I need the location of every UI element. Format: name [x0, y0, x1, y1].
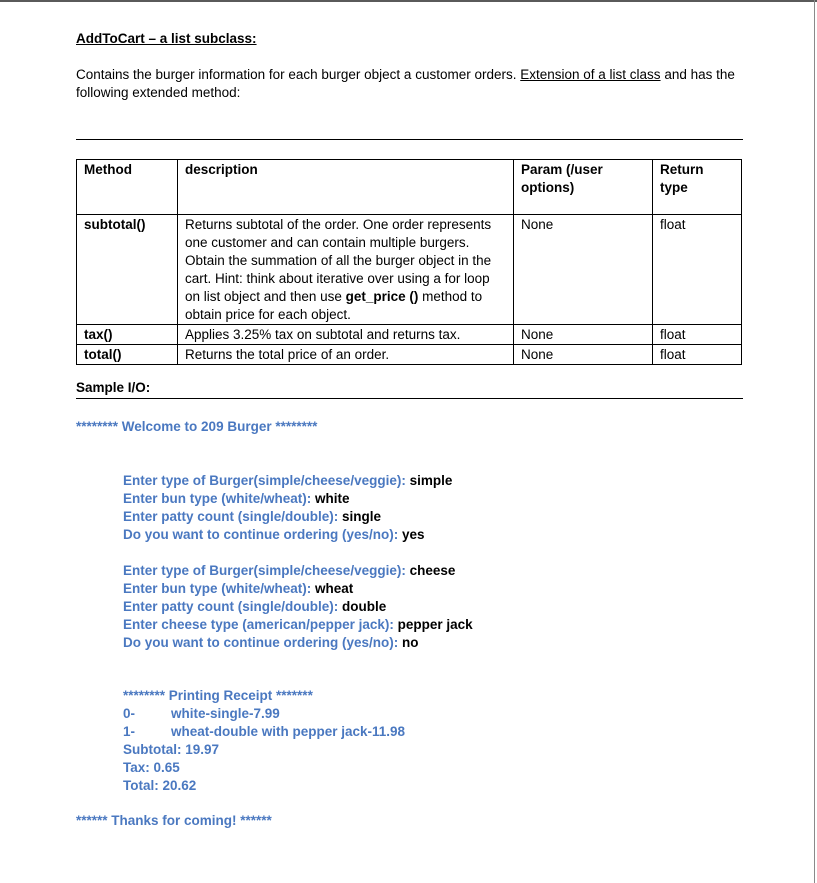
io-prompt: Enter patty count (single/double):: [123, 599, 342, 614]
top-border: [0, 0, 817, 2]
intro-link-text: Extension of a list class: [520, 67, 661, 82]
header-param: Param (/user options): [514, 160, 653, 215]
io-answer: double: [342, 599, 387, 614]
intro-text-2: and has the following extended method:: [76, 67, 735, 100]
io-prompt: Do you want to continue ordering (yes/no):: [123, 527, 402, 542]
io-prompt: Enter bun type (white/wheat):: [123, 491, 316, 506]
desc-text: method to obtain price for each object.: [185, 289, 483, 322]
io-line: [123, 598, 386, 616]
io-answer: single: [342, 509, 382, 524]
method-name: tax(): [77, 325, 178, 345]
io-line: [123, 526, 425, 544]
method-description: Returns the total price of an order.: [178, 345, 514, 365]
io-line: [123, 508, 381, 526]
right-page-edge: [814, 0, 815, 883]
receipt-tax: Tax: 0.65: [123, 760, 180, 775]
divider: [76, 139, 743, 140]
header-method: Method: [77, 160, 178, 215]
desc-bold-text: get_price (): [345, 289, 419, 304]
welcome-banner: ******** Welcome to 209 Burger ********: [76, 419, 318, 434]
io-answer: white: [315, 491, 350, 506]
section-heading: AddToCart – a list subclass:: [76, 31, 257, 46]
io-answer: pepper jack: [397, 617, 473, 632]
method-name: total(): [77, 345, 178, 365]
receipt-item: white-single-7.99: [171, 706, 280, 721]
header-return-type: Return type: [653, 160, 742, 215]
method-param: None: [514, 325, 653, 345]
io-answer: cheese: [409, 563, 456, 578]
receipt-item-index: 0-: [123, 706, 136, 721]
thanks-banner: ****** Thanks for coming! ******: [76, 813, 272, 828]
receipt-subtotal: Subtotal: 19.97: [123, 742, 220, 757]
method-description: Applies 3.25% tax on subtotal and returns tax.: [178, 325, 514, 345]
io-prompt: Enter bun type (white/wheat):: [123, 581, 316, 596]
io-prompt: Enter cheese type (american/pepper jack):: [123, 617, 398, 632]
receipt-item: wheat-double with pepper jack-11.98: [171, 724, 406, 739]
io-answer: simple: [409, 473, 453, 488]
receipt-title: ******** Printing Receipt *******: [123, 688, 313, 703]
methods-table: [76, 159, 742, 365]
method-description: [178, 215, 514, 325]
io-prompt: Do you want to continue ordering (yes/no):: [123, 635, 402, 650]
io-answer: wheat: [315, 581, 354, 596]
header-description: description: [178, 160, 514, 215]
desc-text: Returns subtotal of the order. One order represents one customer and can contain multiple burgers. Obtain the summation of all the burger object in the cart. Hint: think about iterative over using a for loop on list object and then use: [185, 217, 492, 304]
intro-text-1: Contains the burger information for each burger object a customer orders.: [76, 67, 521, 82]
intro-paragraph: [76, 66, 746, 102]
receipt-item-index: 1-: [123, 724, 136, 739]
table-row: [77, 325, 742, 345]
method-name: subtotal(): [77, 215, 178, 325]
method-return-type: float: [653, 325, 742, 345]
io-prompt: Enter patty count (single/double):: [123, 509, 342, 524]
method-param: None: [514, 345, 653, 365]
divider: [76, 398, 743, 399]
io-line: [123, 580, 353, 598]
io-prompt: Enter type of Burger(simple/cheese/veggie):: [123, 473, 410, 488]
table-header-row: [77, 160, 742, 215]
sample-io-heading: Sample I/O:: [76, 380, 151, 395]
io-line: [123, 616, 473, 634]
method-param: None: [514, 215, 653, 325]
io-answer: no: [402, 635, 419, 650]
table-row: [77, 345, 742, 365]
table-row: [77, 215, 742, 325]
io-answer: yes: [402, 527, 425, 542]
io-line: [123, 490, 350, 508]
method-return-type: float: [653, 215, 742, 325]
io-line: [123, 562, 455, 580]
io-line: [123, 472, 452, 490]
method-return-type: float: [653, 345, 742, 365]
io-prompt: Enter type of Burger(simple/cheese/veggie):: [123, 563, 410, 578]
receipt-total: Total: 20.62: [123, 778, 197, 793]
io-line: [123, 634, 419, 652]
